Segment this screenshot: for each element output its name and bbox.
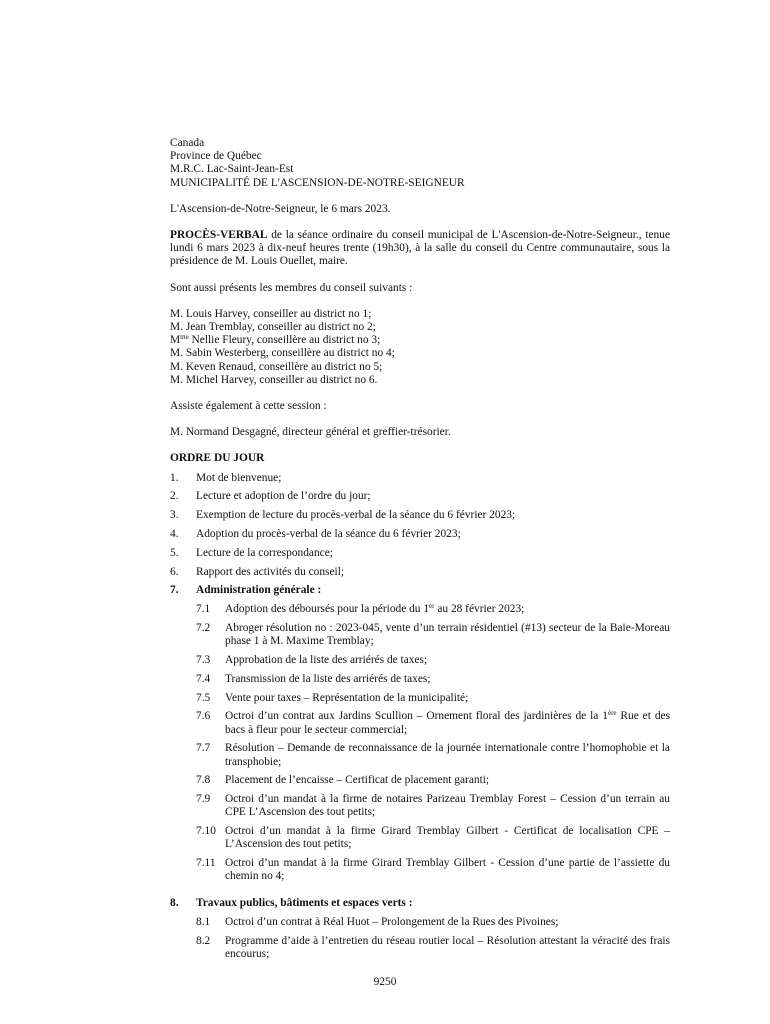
- agenda-subitem: 7.1 Adoption des déboursés pour la période du 1er au 28 février 2023;: [196, 602, 525, 616]
- document-page: [170, 137, 670, 967]
- agenda-list: [170, 472, 670, 962]
- agenda-section-title: 7. Administration générale :: [170, 584, 322, 597]
- assist-line: M. Normand Desgagné, directeur général et greffier-trésorier.: [170, 426, 451, 439]
- member-line: $M^{me}$ Nellie Fleury, conseillère au district no 3;: [170, 333, 381, 347]
- agenda-subitem: 8.2 Programme d’aide à l’entretien du réseau routier local – Résolution attestant la véracité des frais encourus;: [196, 934, 670, 961]
- date-line: L'Ascension-de-Notre-Seigneur, le 6 mars 2023.: [170, 202, 391, 215]
- member-line: M. Michel Harvey, conseiller au district no 6.: [170, 373, 378, 386]
- intro-bold: PROCÈS-VERBAL: [170, 229, 268, 242]
- agenda-subitem: 7.5 Vente pour taxes – Représentation de la municipalité;: [196, 691, 469, 704]
- agenda-subitem: 7.2 Abroger résolution no : 2023-045, vente d’un terrain résidentiel (#13) secteur de la Baie-Moreau phase 1 à M. Maxime Tremblay;: [196, 622, 670, 648]
- agenda-title: ORDRE DU JOUR: [170, 452, 265, 465]
- agenda-item: 4. Adoption du procès-verbal de la séance du 6 février 2023;: [170, 528, 461, 541]
- header-line: MUNICIPALITÉ DE L'ASCENSION-DE-NOTRE-SEIGNEUR: [170, 176, 465, 189]
- members-list: [170, 308, 670, 387]
- page-number: 9250: [373, 976, 397, 988]
- agenda-item: 3. Exemption de lecture du procès-verbal de la séance du 6 février 2023;: [170, 509, 516, 522]
- agenda-subitem: 7.6 Octroi d’un contrat aux Jardins Scullion – Ornement floral des jardinières de la 1ère Rue et des bacs à fleur pour le secteur commercial;: [196, 709, 671, 736]
- assist-intro: Assiste également à cette session :: [170, 400, 327, 413]
- agenda-item: 5. Lecture de la correspondance;: [170, 546, 333, 559]
- agenda-subitem: 7.9 Octroi d’un mandat à la firme de notaires Parizeau Tremblay Forest – Cession d’un terrain au CPE L’Ascension des tout petits;: [196, 793, 670, 819]
- intro-text: de la séance ordinaire du conseil municipal de L'Ascension-de-Notre-Seigneur., tenue lundi 6 mars 2023 à dix-neuf heures trente (19h30), à la salle du conseil du Centre communautaire, sous la présidence de M. Louis Ouellet, maire.: [170, 229, 670, 268]
- header-line: Province de Québec: [170, 150, 262, 163]
- header-line: M.R.C. Lac-Saint-Jean-Est: [170, 163, 294, 176]
- agenda-section-title: 8. Travaux publics, bâtiments et espaces verts :: [170, 897, 413, 910]
- section-gap: [170, 889, 670, 897]
- agenda-subitem: 7.4 Transmission de la liste des arriérés de taxes;: [196, 672, 431, 685]
- agenda-item: 1. Mot de bienvenue;: [170, 471, 282, 484]
- member-line: M. Sabin Westerberg, conseillère au district no 4;: [170, 347, 395, 360]
- agenda-item: 6. Rapport des activités du conseil;: [170, 565, 345, 578]
- header-address: [170, 137, 670, 190]
- agenda-subitem: 7.3 Approbation de la liste des arriérés de taxes;: [196, 654, 428, 667]
- agenda-subitem: 8.1 Octroi d’un contrat à Réal Huot – Prolongement de la Rues des Pivoines;: [196, 916, 559, 929]
- header-line: Canada: [170, 137, 205, 149]
- members-intro: Sont aussi présents les membres du conseil suivants :: [170, 281, 413, 294]
- intro-paragraph: [170, 229, 670, 269]
- agenda-subitem: 7.11 Octroi d’un mandat à la firme Girard Tremblay Gilbert - Cession d’une partie de l’assiette du chemin no 4;: [196, 857, 670, 883]
- agenda-subitem: 7.8 Placement de l’encaisse – Certificat de placement garanti;: [196, 774, 490, 787]
- agenda-subitem: 7.7 Résolution – Demande de reconnaissance de la journée internationale contre l’homophobie et la transphobie;: [196, 742, 670, 768]
- member-line: M. Jean Tremblay, conseiller au district no 2;: [170, 321, 376, 334]
- agenda-item: 2. Lecture et adoption de l’ordre du jour;: [170, 490, 371, 503]
- member-line: M. Keven Renaud, conseillère au district no 5;: [170, 360, 383, 373]
- member-line: M. Louis Harvey, conseiller au district no 1;: [170, 307, 372, 320]
- agenda-subitem: 7.10 Octroi d’un mandat à la firme Girard Tremblay Gilbert - Certificat de localisation CPE – L’Ascension des tout petits;: [196, 825, 670, 851]
